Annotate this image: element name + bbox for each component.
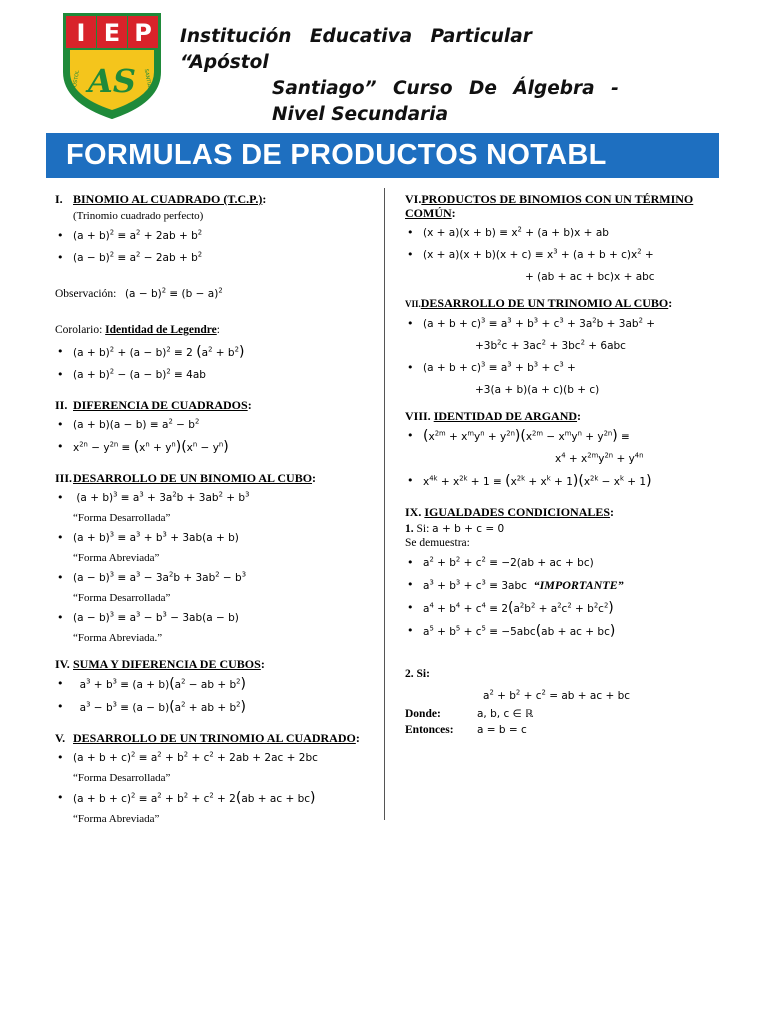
title-banner: FORMULAS DE PRODUCTOS NOTABL [46, 133, 719, 178]
formula-continuation: + (ab + ac + bc)x + abc [525, 271, 655, 283]
institution-line-2: Santiago” Curso De Álgebra - [272, 78, 619, 99]
formula: • $(a + b + c)^3 \equiv a^3 + b^3 + c^3$ + [405, 359, 715, 377]
left-column [55, 192, 377, 828]
formula-continuation: $x^4 + x^{2m}y^{2n} + y^{4n}$ [555, 451, 644, 465]
logo-letter-p: P [134, 19, 152, 47]
formula: • $(a + b)^2 + (a - b)^2 \equiv 2$ $(a^2 + b^2)$ [55, 343, 377, 362]
section-heading: VII.DESARROLLO DE UN TRINOMIO AL CUBO: [405, 296, 673, 310]
formula: • $(x + a)(x + b)(x + c) \equiv x^3 + (a + b + c)x^2$ + [405, 246, 715, 264]
form-note: “Forma Desarrollada” [73, 772, 171, 784]
column-divider [384, 188, 385, 820]
entonces-row: Entonces: a = b = c [405, 724, 527, 736]
institution-line-3: Nivel Secundaria [272, 104, 449, 125]
formula: • $(a - b)^2 \equiv a^2 - 2ab + b^2$ [55, 249, 377, 267]
formula: • $x^{2n} - y^{2n} \equiv (x^n + y^n)(x^n - y^n)$ [55, 438, 377, 457]
corollary: Corolario: Identidad de Legendre: [55, 324, 220, 336]
formula: • $a^3 - b^3 \equiv (a - b)(a^2$ + ab + $b^2$) [55, 698, 377, 717]
donde-row: Donde: a, b, c ∈ ℝ [405, 708, 534, 720]
form-note: “Forma Desarrollada” [73, 512, 171, 524]
formula: • $(a + b)^3 \equiv a^3 + b^3 + 3ab(a + b)$ [55, 529, 377, 547]
formula-continuation: +3(a + b)(a + c)(b + c) [475, 384, 600, 396]
formula: • $a^4 + b^4 + c^4 \equiv 2(a^2b^2 + a^2c^2 + b^2c^2)$ [405, 599, 715, 618]
formula: • $(a - b)^3 \equiv a^3 - 3a^2b + 3ab^2 - b^3$ [55, 569, 377, 587]
formula: • $(a + b + c)^2 \equiv a^2 + b^2 + c^2 + 2(ab$ + ac + bc) [55, 789, 377, 808]
formula: • $(a + b)(a - b) \equiv a^2 - b^2$ [55, 416, 377, 434]
logo-letter-i: I [76, 19, 86, 47]
formula: • $(a - b)^3 \equiv a^3 - b^3 - 3ab(a - b)$ [55, 609, 377, 627]
formula-continuation: $+3b^2c + 3ac^2 + 3bc^2 + 6abc$ [475, 338, 626, 352]
condition-1: 1. Si: a + b + c = 0 [405, 523, 505, 535]
section-heading: IX. IGUALDADES CONDICIONALES: [405, 505, 615, 519]
formula: • $a^5 + b^5 + c^5 \equiv -5abc(ab$ + ac + bc) [405, 622, 715, 641]
formula: • $a^3 + b^3 \equiv (a + b)(a^2$ − ab + $b^2$) [55, 675, 377, 694]
section-heading: II. DIFERENCIA DE CUADRADOS: [55, 398, 252, 412]
form-note: “Forma Abreviada” [73, 552, 160, 564]
formula: • $a^2 + b^2 + c^2 \equiv -2(ab$ + ac + bc) [405, 554, 715, 572]
form-note: “Forma Abreviada” [73, 813, 160, 825]
formula: • $x^{4k} + x^{2k} + 1 \equiv (x^{2k} + x^k + 1)(x^{2k} - x^k + 1)$ [405, 472, 715, 491]
formula: • $(x + a)(x + b) \equiv x^2 + (a + b)x$ + ab [405, 224, 715, 242]
se-demuestra: Se demuestra: [405, 537, 470, 549]
section-subtitle: (Trinomio cuadrado perfecto) [73, 210, 204, 222]
observation: Observación: $(a - b)^2 \equiv (b - a)^2$ [55, 286, 223, 300]
logo-letter-e: E [103, 19, 121, 47]
section-heading: VI.PRODUCTOS DE BINOMIOS CON UN TÉRMINO COMÚN: [405, 192, 694, 220]
formula: • $(x^{2m} + x^my^n + y^{2n})(x^{2m} - x^my^n + y^{2n})$ ≡ [405, 427, 715, 446]
institution-title [180, 24, 630, 128]
formula: • $(a + b + c)^2 \equiv a^2 + b^2 + c^2 + 2ab + 2ac + 2bc$ [55, 749, 377, 767]
formula: • $(a + b)^3 \equiv a^3 + 3a^2b + 3ab^2 + b^3$ [55, 489, 377, 507]
logo-right-text: SANTIAGO [142, 68, 154, 96]
form-note: “Forma Abreviada.” [73, 632, 163, 644]
formula: • $(a + b)^2 \equiv a^2 + 2ab + b^2$ [55, 227, 377, 245]
condition-2-formula: $a^2 + b^2 + c^2$ = ab + ac + bc [483, 688, 631, 702]
formula: • $(a + b)^2 - (a - b)^2 \equiv 4ab$ [55, 366, 377, 384]
section-heading: I. BINOMIO AL CUADRADO (T.C.P.): [55, 192, 267, 206]
formula: • $(a + b + c)^3 \equiv a^3 + b^3 + c^3 + 3a^2b + 3ab^2$ + [405, 315, 715, 333]
form-note: “Forma Desarrollada” [73, 592, 171, 604]
condition-2-label: 2. Si: [405, 668, 430, 680]
section-heading: V. DESARROLLO DE UN TRINOMIO AL CUADRADO: [55, 731, 360, 745]
section-heading: IV. SUMA Y DIFERENCIA DE CUBOS: [55, 657, 265, 671]
right-column [405, 192, 715, 739]
logo-left-text: APÓSTOL [71, 69, 81, 94]
school-logo [58, 10, 166, 120]
institution-line-1: Institución Educativa Particular “Apóstol [180, 26, 532, 73]
section-heading: III.DESARROLLO DE UN BINOMIO AL CUBO: [55, 471, 317, 485]
logo-initials: AS [88, 62, 136, 100]
section-heading: VIII. IDENTIDAD DE ARGAND: [405, 409, 582, 423]
formula: • $a^3 + b^3 + c^3 \equiv 3abc$ “IMPORTANTE” [405, 576, 715, 595]
